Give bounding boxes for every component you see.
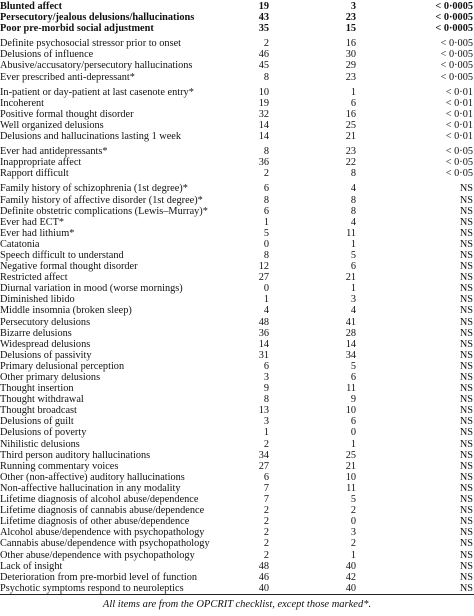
table-row — [0, 416, 474, 427]
table-row — [0, 394, 474, 405]
p-value: NS — [459, 261, 473, 273]
p-value: NS — [459, 494, 473, 506]
item-label: Speech difficult to understand — [0, 249, 124, 261]
item-label: Thought broadcast — [0, 405, 77, 417]
group2-count: 21 — [345, 272, 356, 284]
item-label: Inappropriate affect — [0, 157, 82, 169]
group1-count: 27 — [258, 272, 269, 284]
group2-count: 5 — [350, 360, 356, 372]
table-row — [0, 505, 474, 516]
table-row — [0, 405, 474, 416]
table-row — [0, 261, 474, 272]
item-label: Well organized delusions — [0, 119, 104, 131]
p-value: < 0·005 — [440, 71, 473, 83]
group1-count: 8 — [263, 249, 269, 261]
table-row — [0, 23, 474, 34]
item-label: Diurnal variation in mood (worse mornings) — [0, 283, 183, 295]
table-row — [0, 305, 474, 316]
group1-count: 36 — [258, 327, 269, 339]
group1-count: 7 — [263, 494, 269, 506]
table-row — [0, 120, 474, 131]
group2-count: 40 — [345, 582, 356, 594]
group2-count: 11 — [346, 383, 356, 395]
group2-count: 3 — [350, 527, 356, 539]
table-row — [0, 439, 474, 450]
group2-count: 28 — [345, 327, 356, 339]
item-label: Delusions and hallucinations lasting 1 week — [0, 131, 182, 143]
group2-count: 4 — [350, 216, 356, 228]
group2-count: 5 — [350, 494, 356, 506]
group2-count: 6 — [350, 372, 356, 383]
item-label: Lifetime diagnosis of alcohol abuse/dependence — [0, 494, 199, 506]
group1-count: 8 — [263, 71, 269, 83]
group1-count: 4 — [263, 305, 269, 317]
group2-count: 14 — [345, 338, 356, 350]
p-value: NS — [459, 560, 473, 572]
group1-count: 2 — [263, 438, 269, 450]
item-label: Persecutory/jealous delusions/hallucinations — [0, 12, 195, 24]
table-row — [0, 538, 474, 549]
table-row — [0, 228, 474, 239]
table-body — [0, 1, 474, 594]
item-label: Catatonia — [0, 238, 40, 250]
group1-count: 2 — [263, 549, 269, 561]
p-value: < 0·01 — [445, 86, 473, 98]
table-row — [0, 361, 474, 372]
p-value: < 0·01 — [445, 108, 473, 120]
group1-count: 3 — [263, 372, 269, 383]
p-value: NS — [459, 338, 473, 350]
item-label: Deterioration from pre-morbid level of function — [0, 571, 198, 583]
group1-count: 6 — [263, 205, 269, 217]
p-value: NS — [459, 571, 473, 583]
group1-count: 46 — [258, 49, 269, 61]
group1-count: 46 — [258, 571, 269, 583]
group2-count: 41 — [345, 316, 356, 328]
table-row — [0, 472, 474, 483]
table-row — [0, 372, 474, 383]
table-row — [0, 206, 474, 217]
group1-count: 6 — [263, 183, 269, 195]
p-value: NS — [459, 283, 473, 295]
table-row — [0, 131, 474, 142]
p-value: < 0·0005 — [435, 1, 473, 12]
item-label: Non-affective hallucination in any modality — [0, 482, 181, 494]
group2-count: 25 — [345, 449, 356, 461]
group1-count: 8 — [263, 394, 269, 406]
item-label: Thought insertion — [0, 383, 74, 395]
item-label: Thought withdrawal — [0, 394, 84, 406]
group2-count: 4 — [350, 305, 356, 317]
group1-count: 13 — [258, 405, 269, 417]
p-value: < 0·005 — [440, 38, 473, 50]
item-label: Definite psychosocial stressor prior to onset — [0, 38, 182, 50]
table-row — [0, 494, 474, 505]
item-label: Persecutory delusions — [0, 316, 91, 328]
item-label: Diminished libido — [0, 294, 75, 306]
table-row — [0, 168, 474, 179]
p-value: NS — [459, 394, 473, 406]
group2-count: 5 — [350, 249, 356, 261]
item-label: Cannabis abuse/dependence with psychopathology — [0, 538, 210, 550]
group1-count: 14 — [258, 338, 269, 350]
p-value: NS — [459, 549, 473, 561]
item-label: Delusions of guilt — [0, 416, 74, 428]
group1-count: 48 — [258, 560, 269, 572]
group1-count: 3 — [263, 416, 269, 428]
item-label: Delusions of passivity — [0, 349, 92, 361]
group1-count: 2 — [263, 516, 269, 528]
p-value: NS — [459, 527, 473, 539]
group2-count: 25 — [345, 119, 356, 131]
group2-count: 11 — [346, 482, 356, 494]
group1-count: 5 — [263, 227, 269, 239]
group1-count: 48 — [258, 316, 269, 328]
p-value: NS — [459, 183, 473, 195]
p-value: NS — [459, 471, 473, 483]
group2-count: 42 — [345, 571, 356, 583]
table-bottom-rule — [0, 594, 474, 595]
p-value: NS — [459, 372, 473, 383]
p-value: < 0·05 — [445, 157, 473, 169]
table-row — [0, 272, 474, 283]
group2-count: 2 — [350, 505, 356, 517]
item-label: Negative formal thought disorder — [0, 261, 138, 273]
item-label: Lifetime diagnosis of cannabis abuse/dependence — [0, 505, 205, 517]
item-label: Rapport difficult — [0, 168, 69, 180]
group2-count: 1 — [350, 238, 356, 250]
group2-count: 0 — [350, 516, 356, 528]
group1-count: 31 — [258, 349, 269, 361]
table-row — [0, 561, 474, 572]
p-value: NS — [459, 538, 473, 550]
group2-count: 6 — [350, 97, 356, 109]
p-value: < 0·005 — [440, 60, 473, 72]
item-label: Psychotic symptoms respond to neuroleptics — [0, 582, 184, 594]
group2-count: 16 — [345, 108, 356, 120]
p-value: < 0·05 — [445, 146, 473, 158]
group1-count: 1 — [263, 427, 269, 439]
group2-count: 16 — [345, 38, 356, 50]
p-value: < 0·01 — [445, 131, 473, 143]
table-row — [0, 12, 474, 23]
group2-count: 0 — [350, 427, 356, 439]
p-value: NS — [459, 238, 473, 250]
item-label: Middle insomnia (broken sleep) — [0, 305, 132, 317]
table-row — [0, 527, 474, 538]
group2-count: 21 — [345, 131, 356, 143]
group2-count: 3 — [350, 294, 356, 306]
group1-count: 32 — [258, 108, 269, 120]
p-value: NS — [459, 383, 473, 395]
group1-count: 27 — [258, 460, 269, 472]
item-label: Incoherent — [0, 97, 45, 109]
item-label: Delusions of poverty — [0, 427, 87, 439]
table-row — [0, 195, 474, 206]
p-value: NS — [459, 327, 473, 339]
group2-count: 23 — [345, 146, 356, 158]
table-row — [0, 572, 474, 583]
group1-count: 0 — [263, 283, 269, 295]
group2-count: 23 — [345, 71, 356, 83]
group2-count: 6 — [350, 261, 356, 273]
p-value: NS — [459, 427, 473, 439]
table-row — [0, 109, 474, 120]
group1-count: 36 — [258, 157, 269, 169]
table-row — [0, 83, 474, 98]
table-row — [0, 550, 474, 561]
group1-count: 8 — [263, 146, 269, 158]
p-value: NS — [459, 205, 473, 217]
table-row — [0, 72, 474, 83]
table-row — [0, 383, 474, 394]
table-row — [0, 250, 474, 261]
group1-count: 9 — [263, 383, 269, 395]
p-value: NS — [459, 505, 473, 517]
item-label: Widespread delusions — [0, 338, 91, 350]
table-row — [0, 239, 474, 250]
table-row — [0, 317, 474, 328]
item-label: Restricted affect — [0, 272, 68, 284]
p-value: NS — [459, 216, 473, 228]
item-label: Ever had lithium* — [0, 227, 75, 239]
item-label: Ever prescribed anti-depressant* — [0, 71, 135, 83]
p-value: NS — [459, 305, 473, 317]
group1-count: 10 — [258, 86, 269, 98]
group2-count: 1 — [350, 438, 356, 450]
p-value: NS — [459, 438, 473, 450]
p-value: < 0·005 — [440, 49, 473, 61]
group2-count: 1 — [350, 86, 356, 98]
group2-count: 11 — [346, 227, 356, 239]
p-value: NS — [459, 349, 473, 361]
group2-count: 6 — [350, 416, 356, 428]
item-label: Lifetime diagnosis of other abuse/dependence — [0, 516, 190, 528]
opcrit-items-table — [0, 1, 474, 594]
item-label: Running commentary voices — [0, 460, 119, 472]
group1-count: 1 — [263, 216, 269, 228]
table-row — [0, 98, 474, 109]
group2-count: 10 — [345, 405, 356, 417]
p-value: NS — [459, 194, 473, 206]
group2-count: 8 — [350, 194, 356, 206]
item-label: Other (non-affective) auditory hallucinations — [0, 471, 185, 483]
p-value: NS — [459, 272, 473, 284]
group1-count: 6 — [263, 360, 269, 372]
group1-count: 0 — [263, 238, 269, 250]
table-row — [0, 60, 474, 71]
p-value: NS — [459, 405, 473, 417]
p-value: NS — [459, 316, 473, 328]
table-row — [0, 179, 474, 194]
p-value: < 0·0005 — [435, 12, 473, 24]
table-footnote: All items are from the OPCRIT checklist, except those marked*. — [102, 599, 372, 610]
item-label: Other abuse/dependence with psychopathology — [0, 549, 195, 561]
group2-count: 8 — [350, 168, 356, 180]
table-row — [0, 583, 474, 594]
item-label: Abusive/accusatory/persecutory hallucinations — [0, 60, 193, 72]
group1-count: 1 — [263, 294, 269, 306]
group1-count: 34 — [258, 449, 269, 461]
table-row — [0, 157, 474, 168]
group2-count: 21 — [345, 460, 356, 472]
item-label: Delusions of influence — [0, 49, 94, 61]
p-value: NS — [459, 416, 473, 428]
group1-count: 14 — [258, 131, 269, 143]
p-value: NS — [459, 360, 473, 372]
p-value: NS — [459, 482, 473, 494]
item-label: Positive formal thought disorder — [0, 108, 134, 120]
item-label: Family history of affective disorder (1st degree)* — [0, 194, 203, 206]
p-value: < 0·01 — [445, 119, 473, 131]
group2-count: 2 — [350, 538, 356, 550]
group2-count: 8 — [350, 205, 356, 217]
group1-count: 2 — [263, 168, 269, 180]
item-label: In-patient or day-patient at last casenote entry* — [0, 86, 194, 98]
group1-count: 43 — [258, 12, 269, 24]
group1-count: 35 — [258, 23, 269, 35]
group2-count: 30 — [345, 49, 356, 61]
p-value: NS — [459, 460, 473, 472]
item-label: Alcohol abuse/dependence with psychopathology — [0, 527, 205, 539]
item-label: Lack of insight — [0, 560, 63, 572]
group1-count: 2 — [263, 538, 269, 550]
table-row — [0, 516, 474, 527]
p-value: NS — [459, 227, 473, 239]
group2-count: 1 — [350, 549, 356, 561]
group1-count: 19 — [258, 97, 269, 109]
group1-count: 2 — [263, 527, 269, 539]
table-row — [0, 142, 474, 157]
group2-count: 34 — [345, 349, 356, 361]
group1-count: 40 — [258, 582, 269, 594]
group1-count: 7 — [263, 482, 269, 494]
group1-count: 14 — [258, 119, 269, 131]
group1-count: 2 — [263, 505, 269, 517]
group2-count: 40 — [345, 560, 356, 572]
table-row — [0, 283, 474, 294]
item-label: Nihilistic delusions — [0, 438, 80, 450]
group2-count: 22 — [345, 157, 356, 169]
p-value: NS — [459, 582, 473, 594]
item-label: Poor pre-morbid social adjustment — [0, 23, 154, 35]
p-value: < 0·05 — [445, 168, 473, 180]
group1-count: 12 — [258, 261, 269, 273]
item-label: Ever had antidepressants* — [0, 146, 108, 158]
table-row — [0, 1, 474, 12]
p-value: < 0·01 — [445, 97, 473, 109]
table-row — [0, 461, 474, 472]
p-value: NS — [459, 249, 473, 261]
p-value: NS — [459, 516, 473, 528]
group2-count: 3 — [350, 1, 356, 12]
group2-count: 15 — [345, 23, 356, 35]
item-label: Blunted affect — [0, 1, 63, 12]
item-label: Other primary delusions — [0, 372, 101, 383]
table-row — [0, 427, 474, 438]
table-row — [0, 350, 474, 361]
table-row — [0, 483, 474, 494]
table-row — [0, 328, 474, 339]
table-row — [0, 49, 474, 60]
group1-count: 2 — [263, 38, 269, 50]
group2-count: 29 — [345, 60, 356, 72]
group1-count: 8 — [263, 194, 269, 206]
group2-count: 23 — [345, 12, 356, 24]
group2-count: 10 — [345, 471, 356, 483]
item-label: Primary delusional perception — [0, 360, 125, 372]
table-row — [0, 339, 474, 350]
table-row — [0, 294, 474, 305]
item-label: Third person auditory hallucinations — [0, 449, 151, 461]
table-row — [0, 450, 474, 461]
group2-count: 4 — [350, 183, 356, 195]
group1-count: 6 — [263, 471, 269, 483]
item-label: Family history of schizophrenia (1st degree)* — [0, 183, 188, 195]
p-value: < 0·0005 — [435, 23, 473, 35]
group1-count: 45 — [258, 60, 269, 72]
item-label: Definite obstetric complications (Lewis–Murray)* — [0, 205, 208, 217]
table-row — [0, 34, 474, 49]
group1-count: 19 — [258, 1, 269, 12]
group2-count: 1 — [350, 283, 356, 295]
table-row — [0, 217, 474, 228]
item-label: Ever had ECT* — [0, 216, 65, 228]
group2-count: 9 — [350, 394, 356, 406]
p-value: NS — [459, 449, 473, 461]
item-label: Bizarre delusions — [0, 327, 72, 339]
p-value: NS — [459, 294, 473, 306]
